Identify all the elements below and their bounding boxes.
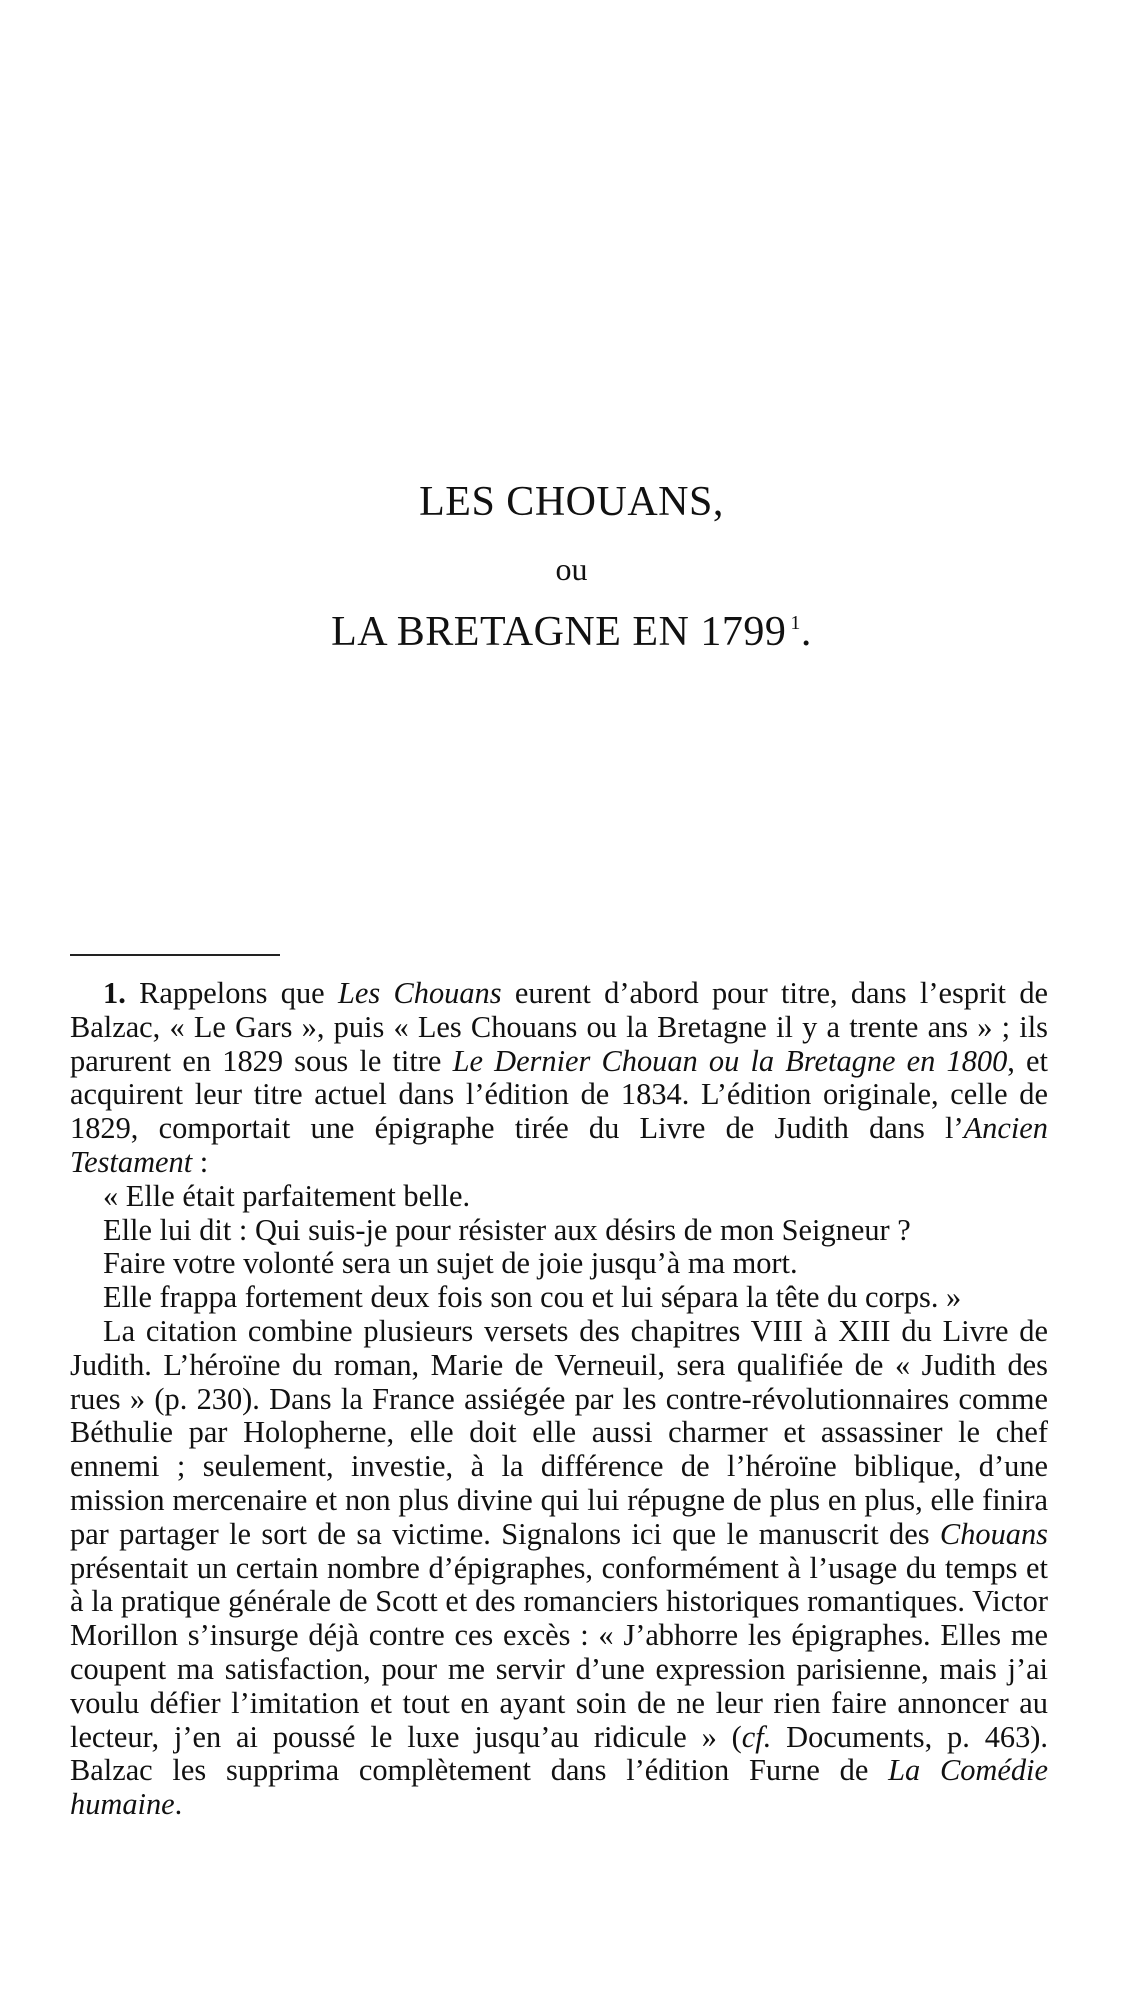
quote-line: « Elle était parfaitement belle.: [103, 1178, 471, 1213]
footnote-italic-abbrev: cf.: [741, 1719, 772, 1754]
footnote-paragraph-2: [70, 1315, 1048, 1822]
footnote-italic-title: La Comédie humaine: [70, 1753, 1048, 1822]
footnote-paragraph-1: [70, 977, 1048, 1180]
footnote-text: Rappelons que: [139, 976, 338, 1010]
footnote-text: :: [192, 1144, 209, 1179]
quote-line: Elle lui dit : Qui suis-je pour résister aux désirs de mon Seigneur ?: [103, 1212, 911, 1247]
footnote-number: 1.: [103, 976, 126, 1010]
footnote-italic-title: Ancien Testament: [70, 1111, 1048, 1179]
quote-line: Elle frappa fortement deux fois son cou et lui sépara la tête du corps. »: [103, 1280, 962, 1315]
footnote-text: eurent d’abord pour titre, dans l’esprit de Balzac, « Le Gars », puis « Les Chouans ou la Bretagne il y a trente ans » ; ils parurent en 1829 sous le titre: [70, 976, 1049, 1078]
footnote: [70, 977, 1048, 1822]
footnote-text: Documents, p. 463). Balzac les supprima complètement dans l’édition Furne de: [70, 1719, 1048, 1788]
title-line-3-end: .: [800, 609, 812, 655]
quote-line: Faire votre volonté sera un sujet de joie jusqu’à ma mort.: [103, 1246, 798, 1281]
title-line-1: LES CHOUANS,: [419, 479, 724, 525]
title-line-2: ou: [555, 551, 588, 587]
footnote-text: , et acquirent leur titre actuel dans l’édition de 1834. L’édition originale, celle de 1829, comportait une épigraphe tirée du Livre de Judith dans l’: [70, 1043, 1048, 1146]
footnote-reference: 1: [790, 612, 801, 634]
footnote-italic-title: Le Dernier Chouan ou la Bretagne en 1800: [452, 1043, 1008, 1078]
footnote-separator: [70, 954, 280, 956]
title-line-3-text: LA BRETAGNE EN 1799: [331, 609, 787, 655]
footnote-text: présentait un certain nombre d’épigraphes, conformément à l’usage du temps et à la pratique générale de Scott et des romanciers historiques romantiques. Victor Morillon s’insurge déjà contre ces excès : « J’abhorre les épigraphes. Elles me coupent ma satisfaction, pour me servir d’une expression parisienne, mais j’ai voulu défier l’imitation et tout en ayant soin de ne leur rien faire annoncer au lecteur, j’en ai poussé le luxe jusqu’au ridicule » (: [70, 1550, 1048, 1754]
footnote-text: .: [174, 1787, 183, 1822]
footnote-text: La citation combine plusieurs versets des chapitres VIII à XIII du Livre de Judith. L’héroïne du roman, Marie de Verneuil, sera qualifiée de « Judith des rues » (p. 230). Dans la France assiégée par les contre-révolutionnaires comme Béthulie par Holopherne, elle doit elle aussi charmer et assassiner le chef ennemi ; seulement, investie, à la différence de l’héroïne biblique, d’une mission mercenaire et non plus divine qui lui répugne de plus en plus, elle finira par partager le sort de sa victime. Signalons ici que le manuscrit des: [70, 1313, 1048, 1551]
footnote-italic-title: Chouans: [939, 1516, 1048, 1551]
title-line-3: [0, 608, 1143, 656]
footnote-italic-title: Les Chouans: [337, 976, 502, 1010]
